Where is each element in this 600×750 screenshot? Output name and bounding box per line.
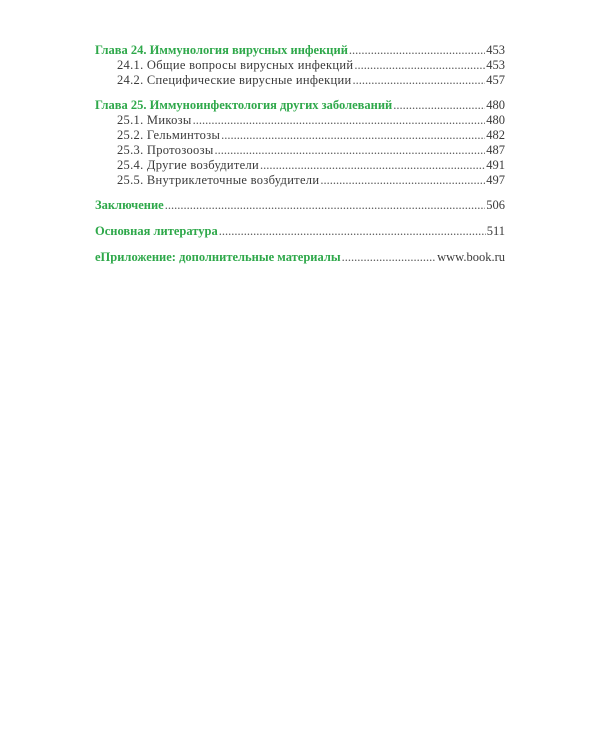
- toc-entry-page[interactable]: www.book.ru: [437, 250, 505, 264]
- spacer: [95, 188, 505, 198]
- toc-entry-title: 24.2. Специфические вирусные инфекции: [117, 73, 352, 87]
- dot-leader: [349, 43, 485, 58]
- dot-leader: [221, 128, 485, 143]
- dot-leader: [393, 98, 485, 113]
- toc-entry-page: 506: [486, 198, 505, 212]
- toc-entry-title: 24.1. Общие вопросы вирусных инфекций: [117, 58, 354, 72]
- toc-entry-title: 25.3. Протозоозы: [117, 143, 214, 157]
- toc-chapter-24[interactable]: [95, 43, 505, 58]
- dot-leader: [354, 58, 485, 73]
- toc-entry-page: 511: [486, 224, 505, 238]
- dot-leader: [342, 250, 436, 265]
- toc-entry-title: Заключение: [95, 198, 164, 212]
- toc-section-25-2[interactable]: [95, 128, 505, 143]
- toc-conclusion[interactable]: [95, 198, 505, 213]
- dot-leader: [219, 224, 486, 239]
- spacer: [95, 88, 505, 98]
- spacer: [95, 213, 505, 224]
- toc-entry-page: 480: [486, 113, 505, 127]
- toc-section-25-5[interactable]: [95, 173, 505, 188]
- toc-section-25-1[interactable]: [95, 113, 505, 128]
- dot-leader: [320, 173, 485, 188]
- toc-entry-title: 25.2. Гельминтозы: [117, 128, 221, 142]
- toc-entry-title: 25.4. Другие возбудители: [117, 158, 260, 172]
- toc-entry-page: 487: [486, 143, 505, 157]
- dot-leader: [215, 143, 486, 158]
- dot-leader: [260, 158, 485, 173]
- toc-entry-page: 453: [486, 58, 505, 72]
- toc-entry-title: Глава 25. Иммуноинфектология других заболеваний: [95, 98, 393, 112]
- toc-entry-page: 482: [486, 128, 505, 142]
- spacer: [95, 239, 505, 250]
- toc-section-25-4[interactable]: [95, 158, 505, 173]
- toc-chapter-25[interactable]: [95, 98, 505, 113]
- toc-literature[interactable]: [95, 224, 505, 239]
- toc-entry-title: 25.5. Внутриклеточные возбудители: [117, 173, 320, 187]
- toc-entry-page: 497: [486, 173, 505, 187]
- dot-leader: [193, 113, 486, 128]
- table-of-contents: [95, 43, 505, 265]
- toc-section-24-1[interactable]: [95, 58, 505, 73]
- toc-entry-page: 491: [486, 158, 505, 172]
- toc-entry-title: Глава 24. Иммунология вирусных инфекций: [95, 43, 348, 57]
- toc-entry-page: 453: [486, 43, 505, 57]
- toc-entry-title: еПриложение: дополнительные материалы: [95, 250, 341, 264]
- dot-leader: [353, 73, 486, 88]
- toc-entry-page: 480: [486, 98, 505, 112]
- toc-section-24-2[interactable]: [95, 73, 505, 88]
- toc-entry-title: 25.1. Микозы: [117, 113, 192, 127]
- dot-leader: [165, 198, 486, 213]
- toc-entry-page: 457: [486, 73, 505, 87]
- toc-appendix[interactable]: [95, 250, 505, 265]
- toc-section-25-3[interactable]: [95, 143, 505, 158]
- toc-entry-title: Основная литература: [95, 224, 218, 238]
